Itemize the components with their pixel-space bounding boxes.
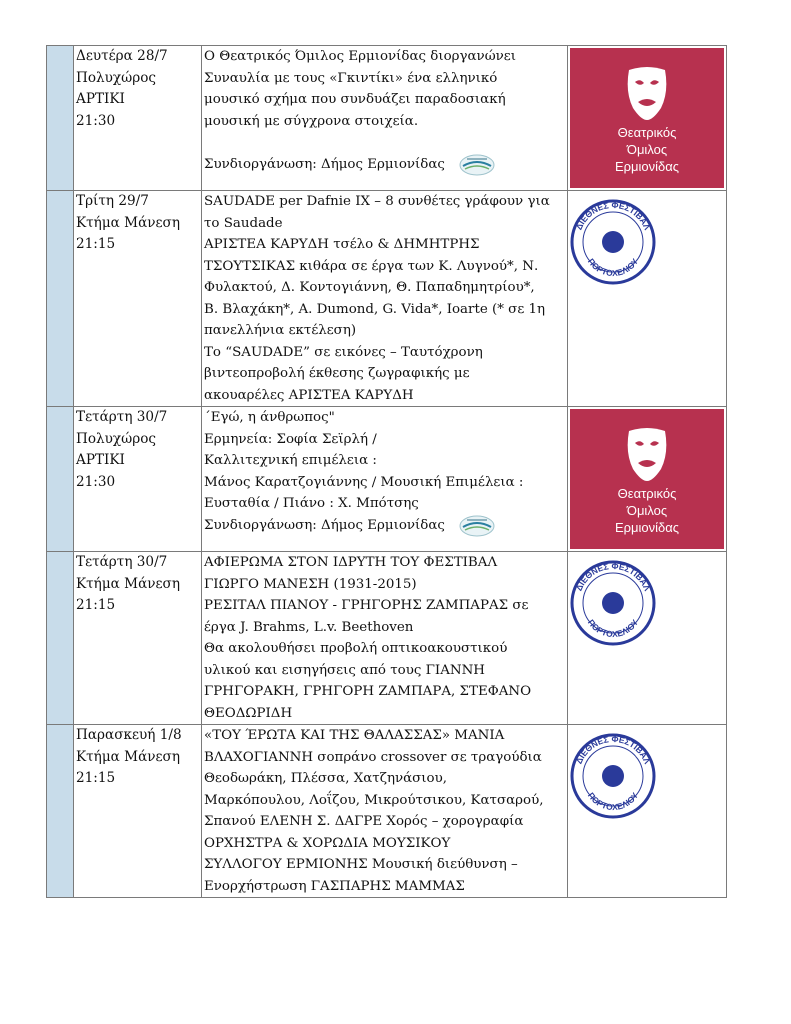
description-line: ΘΕΟΔΩΡΙΔΗ	[204, 705, 293, 721]
theatre-mask-icon	[621, 427, 673, 481]
badge-text-top: ΔΙΕΘΝΕΣ ΦΕΣΤΙΒΑΛ	[573, 199, 653, 232]
event-when	[74, 552, 202, 725]
event-description	[202, 725, 568, 898]
description-line: Μάνος Καρατζογιάννης / Μουσική Επιμέλεια :	[204, 474, 524, 490]
event-description	[202, 552, 568, 725]
badge-text-bottom: ΠΟΡΤΟΧΕΛΙΟΥ	[585, 790, 641, 813]
co-organizer-text: Συνδιοργάνωση: Δήμος Ερμιονίδας	[204, 156, 445, 172]
event-logo-cell	[568, 407, 727, 552]
description-line: Θεοδωράκη, Πλέσσα, Χατζηνάσιου,	[204, 771, 448, 786]
description-line: Σπανού ΕΛΕΝΗ Σ. ΔΑΓΡΕ Χορός – χορογραφία	[204, 814, 524, 829]
theatre-mask-icon	[621, 66, 673, 120]
when-line: Τρίτη 29/7	[76, 193, 149, 209]
municipality-logo-icon	[459, 515, 495, 537]
row-stripe	[47, 552, 74, 725]
description-line: έργα J. Brahms, L.v. Beethoven	[204, 619, 414, 635]
description-line: μουσική με σύγχρονα στοιχεία.	[204, 113, 419, 129]
theatre-logo-line: Όμιλος	[626, 142, 668, 157]
when-line: Κτήμα Μάνεση	[76, 748, 180, 765]
festival-badge-logo	[570, 560, 656, 646]
event-row	[47, 725, 727, 898]
description-line: ΟΡΧΗΣΤΡΑ & ΧΟΡΩΔΙΑ ΜΟΥΣΙΚΟΥ	[204, 835, 451, 851]
event-row	[47, 552, 727, 725]
row-stripe	[47, 407, 74, 552]
description-line: Μαρκόπουλου, Λοΐζου, Μικρούτσικου, Κατσαρού,	[204, 792, 544, 808]
event-logo-cell	[568, 46, 727, 191]
description-line: ΡΕΣΙΤΑΛ ΠΙΑΝΟΥ - ΓΡΗΓΟΡΗΣ ΖΑΜΠΑΡΑΣ σε	[204, 598, 529, 613]
event-description	[202, 46, 568, 191]
co-organizer-text: Συνδιοργάνωση: Δήμος Ερμιονίδας	[204, 517, 445, 533]
theatre-logo-line: Ερμιονίδας	[614, 159, 680, 174]
theatre-group-logo	[570, 409, 724, 549]
description-line: μουσικό σχήμα που συνδυάζει παραδοσιακή	[204, 92, 506, 107]
theatre-logo-line: Ερμιονίδας	[614, 520, 680, 535]
row-stripe	[47, 191, 74, 407]
badge-text-top: ΔΙΕΘΝΕΣ ΦΕΣΤΙΒΑΛ	[573, 733, 653, 766]
badge-text-bottom: ΠΟΡΤΟΧΕΛΙΟΥ	[585, 256, 641, 279]
description-line: ΒΛΑΧΟΓΙΑΝΝΗ σοπράνο crossover σε τραγούδια	[204, 749, 542, 765]
spacer	[204, 132, 565, 154]
schedule-table	[46, 45, 727, 898]
municipality-logo-icon	[459, 154, 495, 176]
description-line: ΑΡΙΣΤΕΑ ΚΑΡΥΔΗ τσέλο & ΔΗΜΗΤΡΗΣ	[204, 237, 480, 252]
description-line: «ΤΟΥ ΈΡΩΤΑ ΚΑΙ ΤΗΣ ΘΑΛΑΣΣΑΣ» ΜΑΝΙΑ	[204, 728, 505, 743]
description-line: πανελλήνια εκτέλεση)	[204, 323, 357, 338]
co-organizer-line	[204, 515, 565, 537]
event-when	[74, 46, 202, 191]
description-line: Θα ακολουθήσει προβολή οπτικοακουστικού	[204, 641, 508, 656]
when-line: Παρασκευή 1/8	[76, 727, 182, 743]
description-line: Το “SAUDADE” σε εικόνες – Ταυτόχρονη	[204, 344, 483, 360]
event-logo-cell	[568, 725, 727, 898]
row-stripe	[47, 46, 74, 191]
theatre-logo-text	[615, 485, 679, 536]
event-description	[202, 191, 568, 407]
theatre-logo-line: Όμιλος	[626, 503, 668, 518]
theatre-logo-text	[615, 124, 679, 175]
description-line: ΓΙΩΡΓΟ ΜΑΝΕΣΗ (1931-2015)	[204, 576, 417, 592]
when-line: 21:30	[76, 112, 116, 129]
when-line: Πολυχώρος	[76, 430, 157, 447]
when-line: ΑΡΤΙΚΙ	[76, 452, 125, 468]
description-line: Ερμηνεία: Σοφία Σεϊρλή /	[204, 431, 377, 447]
when-line: Κτήμα Μάνεση	[76, 214, 180, 231]
description-line: υλικού και εισηγήσεις από τους ΓΙΑΝΝΗ	[204, 662, 485, 678]
when-line: Δευτέρα 28/7	[76, 48, 168, 64]
festival-badge-logo	[570, 733, 656, 819]
when-line: ΑΡΤΙΚΙ	[76, 91, 125, 107]
event-when	[74, 725, 202, 898]
when-line: 21:30	[76, 473, 116, 490]
description-line: ακουαρέλες ΑΡΙΣΤΕΑ ΚΑΡΥΔΗ	[204, 387, 414, 403]
description-line: το Saudade	[204, 215, 283, 231]
badge-text-top: ΔΙΕΘΝΕΣ ΦΕΣΤΙΒΑΛ	[573, 560, 653, 593]
event-description	[202, 407, 568, 552]
when-line: 21:15	[76, 236, 116, 252]
when-line: 21:15	[76, 770, 116, 786]
description-line: ΓΡΗΓΟΡΑΚΗ, ΓΡΗΓΟΡΗ ΖΑΜΠΑΡΑ, ΣΤΕΦΑΝΟ	[204, 684, 532, 699]
when-line: Πολυχώρος	[76, 69, 157, 86]
theatre-logo-line: Θεατρικός	[617, 486, 677, 501]
description-line: ΤΣΟΥΤΣΙΚΑΣ κιθάρα σε έργα των Κ. Λυγνού*, Ν.	[204, 258, 539, 274]
co-organizer-line	[204, 154, 565, 176]
description-line: Συναυλία με τους «Γκιντίκι» ένα ελληνικό	[204, 70, 498, 86]
event-row	[47, 46, 727, 191]
when-line: Τετάρτη 30/7	[76, 554, 168, 570]
when-line: Τετάρτη 30/7	[76, 409, 168, 425]
event-when	[74, 191, 202, 407]
row-stripe	[47, 725, 74, 898]
description-line: Β. Βλαχάκη*, A. Dumond, G. Vida*, Ioarte (* σε 1η	[204, 301, 546, 317]
event-row	[47, 191, 727, 407]
description-line: Καλλιτεχνική επιμέλεια :	[204, 453, 377, 468]
event-logo-cell	[568, 552, 727, 725]
badge-text-bottom: ΠΟΡΤΟΧΕΛΙΟΥ	[585, 617, 641, 640]
description-line: ΑΦΙΕΡΩΜΑ ΣΤΟΝ ΙΔΡΥΤΗ ΤΟΥ ΦΕΣΤΙΒΑΛ	[204, 555, 498, 570]
description-line: Ενορχήστρωση ΓΑΣΠΑΡΗΣ ΜΑΜΜΑΣ	[204, 878, 465, 894]
description-line: Ευσταθία / Πιάνο : Χ. Μπότσης	[204, 496, 419, 511]
theatre-logo-line: Θεατρικός	[617, 125, 677, 140]
description-line: βιντεοπροβολή έκθεσης ζωγραφικής με	[204, 366, 470, 381]
description-line: SAUDADE per Dafnie IX – 8 συνθέτες γράφουν για	[204, 194, 550, 209]
event-when	[74, 407, 202, 552]
theatre-group-logo	[570, 48, 724, 188]
description-line: Ο Θεατρικός Όμιλος Ερμιονίδας διοργανώνει	[204, 49, 516, 64]
description-line: ΄Εγώ, η άνθρωπος"	[204, 410, 335, 425]
when-line: Κτήμα Μάνεση	[76, 575, 180, 592]
description-line: ΣΥΛΛΟΓΟΥ ΕΡΜΙΟΝΗΣ Μουσική διεύθυνση –	[204, 857, 518, 872]
description-line: Φυλακτού, Δ. Κοντογιάννη, Θ. Παπαδημητρίου*,	[204, 280, 535, 295]
event-logo-cell	[568, 191, 727, 407]
when-line: 21:15	[76, 597, 116, 613]
festival-badge-logo	[570, 199, 656, 285]
event-row	[47, 407, 727, 552]
